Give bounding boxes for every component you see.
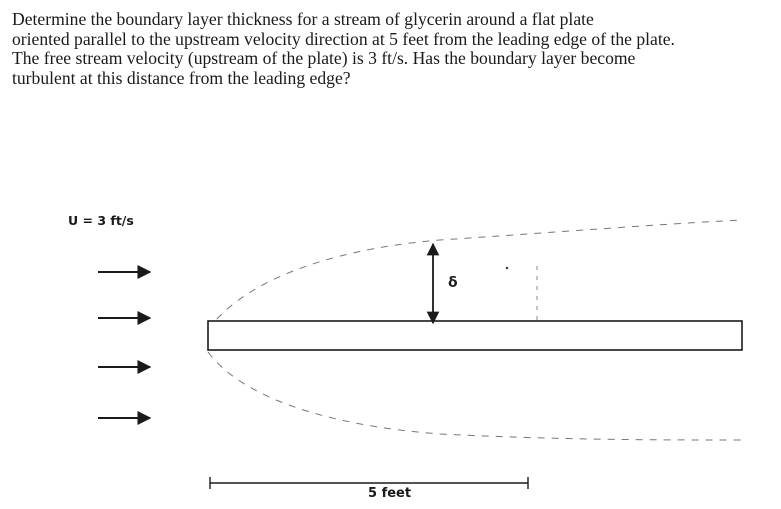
boundary-layer-lower-edge [208,352,742,440]
problem-line-4: turbulent at this distance from the leading edge? [12,67,351,88]
flow-arrows [98,272,150,418]
problem-line-1: Determine the boundary layer thickness for a stream of glycerin around a flat plate [12,9,594,29]
interior-dot [506,267,509,270]
thickness-label: δ [448,275,458,291]
problem-line-3: The free stream velocity (upstream of the plate) is 3 ft/s. Has the boundary layer become [12,48,636,68]
boundary-layer-upper-edge [208,220,742,330]
velocity-label: U = 3 ft/s [68,213,134,228]
problem-line-2: oriented parallel to the upstream velocity direction at 5 feet from the leading edge of the plate. [12,28,675,49]
distance-label: 5 feet [368,486,412,501]
flat-plate [208,321,742,350]
